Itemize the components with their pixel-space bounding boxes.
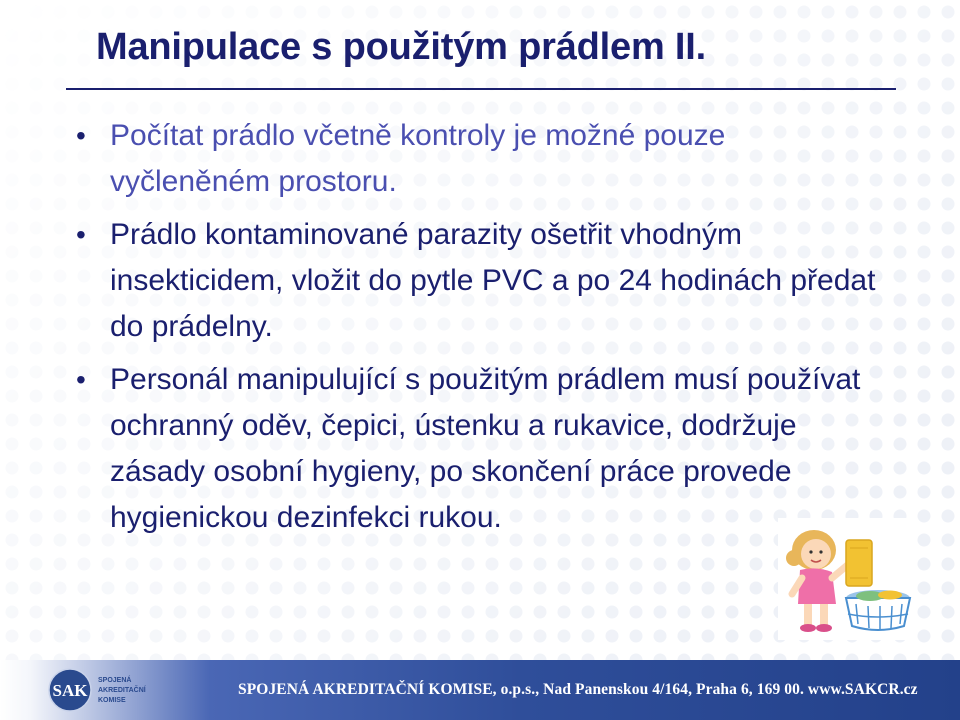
bullet-item: [76, 113, 876, 205]
logo-line: SPOJENÁ: [98, 677, 132, 684]
logo-letters: SAK: [52, 681, 88, 700]
slide-title: Manipulace s použitým prádlem II.: [96, 26, 706, 68]
bullet-dot-icon: •: [76, 219, 86, 250]
bullet-text: Personál manipulující s použitým prádlem musí používat ochranný oděv, čepici, ústenku a rukavice, dodržuje zásady osobní hygieny, po skončení práce provede hygienickou dezinfekci rukou.: [110, 363, 861, 534]
bullet-text: Prádlo kontaminované parazity ošetřit vhodným insekticidem, vložit do pytle PVC a po 24 hodinách předat do prádelny.: [110, 218, 876, 343]
bullet-text: Počítat prádlo včetně kontroly je možné pouze vyčleněném prostoru.: [110, 119, 726, 198]
logo-line: AKREDITAČNÍ: [98, 687, 146, 694]
bullet-dot-icon: •: [76, 364, 86, 395]
logo-line: KOMISE: [98, 697, 126, 704]
title-underline: [66, 88, 896, 90]
footer-address: SPOJENÁ AKREDITAČNÍ KOMISE, o.p.s., Nad Panenskou 4/164, Praha 6, 169 00. www.SAKCR.cz: [238, 681, 918, 698]
bullet-dot-icon: •: [76, 120, 86, 151]
bullet-list: [76, 113, 876, 548]
laundry-girl-basket-icon: [778, 518, 914, 640]
sak-logo-icon: [44, 664, 204, 716]
footer-band: [0, 660, 960, 720]
bullet-item: [76, 212, 876, 350]
bullet-item: [76, 357, 876, 541]
